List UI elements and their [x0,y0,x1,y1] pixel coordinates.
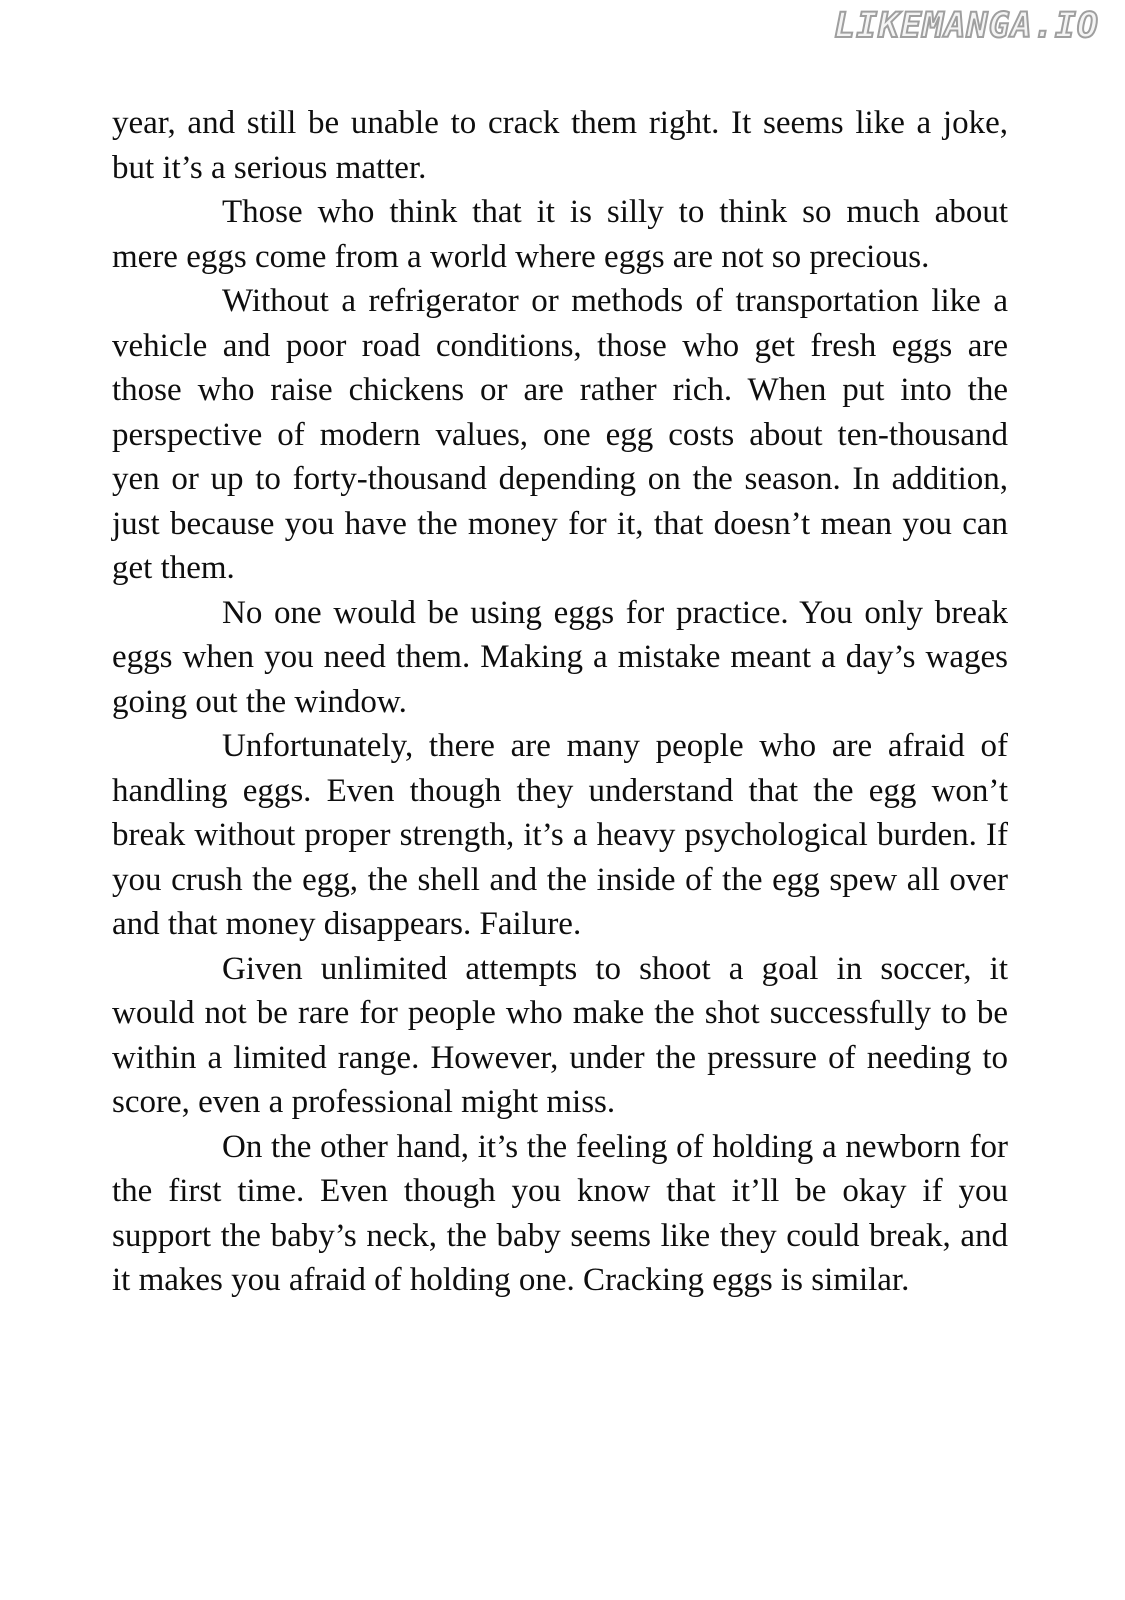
paragraph: Unfortunately, there are many people who are afraid of handling eggs. Even though they understand that the egg won’t break without proper strength, it’s a heavy psychological burden. If you crush the egg, the shell and the inside of the egg spew all over and that money disappears. Failure. [112,728,1008,942]
paragraph: year, and still be unable to crack them right. It seems like a joke, but it’s a serious matter. [112,105,1008,186]
paragraph: No one would be using eggs for practice. You only break eggs when you need them. Making a mistake meant a day’s wages going out the window. [112,594,1008,720]
paragraph: Without a refrigerator or methods of transportation like a vehicle and poor road conditions, those who get fresh eggs are those who raise chickens or are rather rich. When put into the perspective of modern values, one egg costs about ten-thousand yen or up to forty-thousand depending on the season. In addition, just because you have the money for it, that doesn’t mean you can get them. [112,283,1008,586]
paragraph: Given unlimited attempts to shoot a goal in soccer, it would not be rare for people who make the shot successfully to be within a limited range. However, under the pressure of needing to score, even a professional might miss. [112,950,1008,1120]
paragraph: On the other hand, it’s the feeling of holding a newborn for the first time. Even though you know that it’ll be okay if you support the baby’s neck, the baby seems like they could break, and it makes you afraid of holding one. Cracking eggs is similar. [112,1128,1008,1298]
site-watermark: LIKEMANGA.IO [834,6,1099,46]
paragraph: Those who think that it is silly to think so much about mere eggs come from a world where eggs are not so precious. [112,194,1008,275]
page-text [112,101,1008,1303]
